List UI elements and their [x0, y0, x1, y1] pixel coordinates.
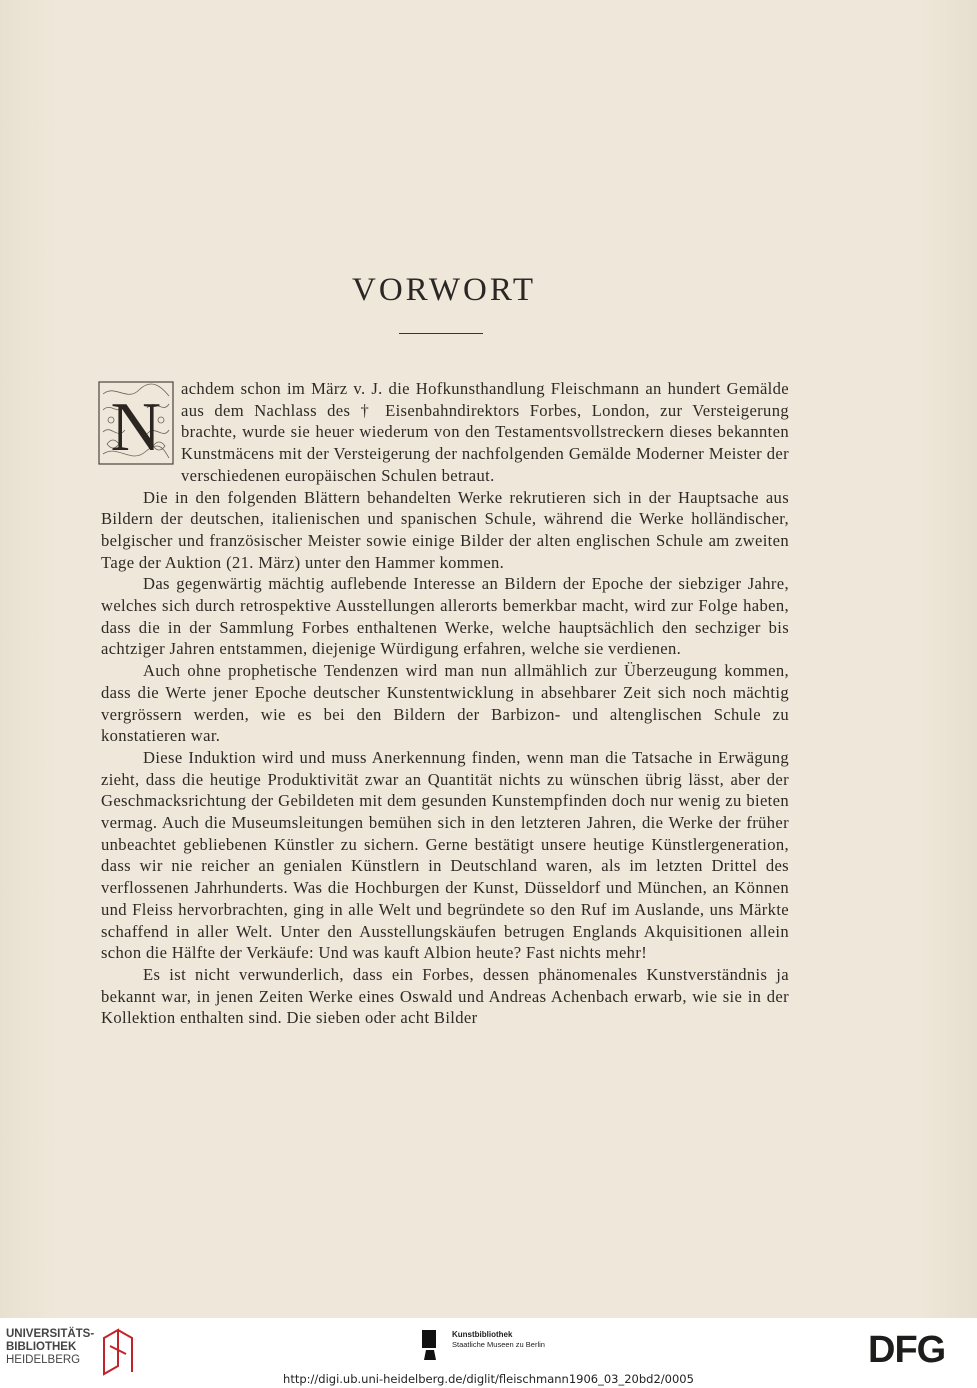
paragraph-5: Diese Induktion wird und muss Anerkennung finden, wenn man die Tatsache in Erwägung zieht, dass die heutige Produktivität zwar an Quantität nichts zu wünschen übrig lässt, aber der Geschmacksrichtung der Gebildeten mit dem gesunden Kunstempfinden doch nur wenig zu bieten vermag. Auch die Museumsleitungen bemühen sich in den letzteren Jahren, die Werke der früher unbeachtet gebliebenen Künstler zu sichern. Gerne bestätigt unsere heutige Künstlergeneration, dass wir nie reicher an genialen Künstlern in Deutschland waren, als im letzten Drittel des verflossenen Jahrhunderts. Was die Hochburgen der Kunst, Düsseldorf und München, an Können und Fleiss hervorbrachten, ging in alle Welt und begründete so den Ruf im Auslande, uns Märkte schaffend in aller Welt. Unter den Ausstellungskäufen betrugen Englands Akquisitionen allein schon die Hälfte der Verkäufe: Und was kauft Albion heute? Fast nichts mehr!	[101, 747, 789, 963]
ub-heidelberg-logo-icon[interactable]	[100, 1326, 136, 1376]
ub-heidelberg-label[interactable]	[6, 1328, 94, 1367]
page-title: VORWORT	[351, 272, 537, 308]
footer-bar	[0, 1318, 977, 1388]
permalink-url[interactable]: http://digi.ub.uni-heidelberg.de/diglit/fleischmann1906_03_20bd2/0005	[283, 1372, 694, 1386]
paragraph-4: Auch ohne prophetische Tendenzen wird man nun allmählich zur Überzeugung kommen, dass die Werte jener Epoche deutscher Kunstentwicklung in absehbarer Zeit sich noch mächtig vergrössern werden, wie es bei den Bildern der Barbizon- und altenglischen Schule zu konstatieren war.	[101, 661, 789, 746]
kunstbibliothek-logo-icon[interactable]	[420, 1328, 444, 1362]
paragraph-3: Das gegenwärtig mächtig auflebende Interesse an Bildern der Epoche der siebziger Jahre, welches sich durch retrospektive Ausstellungen allerorts bemerkbar macht, wird zur Folge haben, dass die in der Sammlung Forbes enthaltenen Werke, welche hauptsächlich den sechziger bis achtziger Jahren entstammen, diejenige Würdigung erfahren, welche sie verdienen.	[101, 574, 789, 659]
title-divider	[399, 333, 483, 334]
paragraph-2: Die in den folgenden Blättern behandelten Werke rekrutieren sich in der Hauptsache aus Bildern der deutschen, italienischen und spanischen Schule, während die Werke holländischer, belgischer und französischer Meister sowie einige Bilder der alten englischen Schule am zweiten Tage der Auktion (21. März) unter den Hammer kommen.	[101, 487, 789, 572]
ub-line-1: UNIVERSITÄTS-	[6, 1328, 95, 1340]
ub-line-2: BIBLIOTHEK	[6, 1341, 77, 1353]
paragraph-6: Es ist nicht verwunderlich, dass ein Forbes, dessen phänomenales Kunstverständnis ja bekannt war, in jenen Zeiten Werke eines Oswald und Andreas Achenbach erwarb, wie sie in der Kollektion enthalten sind. Die sieben oder acht Bilder	[101, 964, 789, 1028]
kunstbibliothek-label[interactable]	[452, 1330, 545, 1350]
paragraph-1-text: achdem schon im März v. J. die Hofkunsthandlung Fleischmann an hundert Gemälde aus dem Nachlass des † Eisenbahndirektors Forbes, London, zur Versteigerung brachte, wurde sie heuer wiederum von den Testamentsvollstreckern dieses bekannten Kunstmäcens mit der Versteigerung der nachfolgenden Gemälde Moderner Meister der verschiedenen europäischen Schulen betraut.	[181, 379, 789, 485]
ub-line-3: HEIDELBERG	[6, 1354, 81, 1366]
ornamental-initial-icon	[97, 380, 175, 466]
kunstbibliothek-name: Kunstbibliothek	[452, 1330, 513, 1339]
paragraph-1	[101, 378, 789, 487]
svg-text:N: N	[110, 389, 162, 466]
kunstbibliothek-sub: Staatliche Museen zu Berlin	[452, 1340, 545, 1349]
dfg-logo[interactable]: DFG	[868, 1329, 946, 1371]
body-text	[101, 378, 789, 1029]
